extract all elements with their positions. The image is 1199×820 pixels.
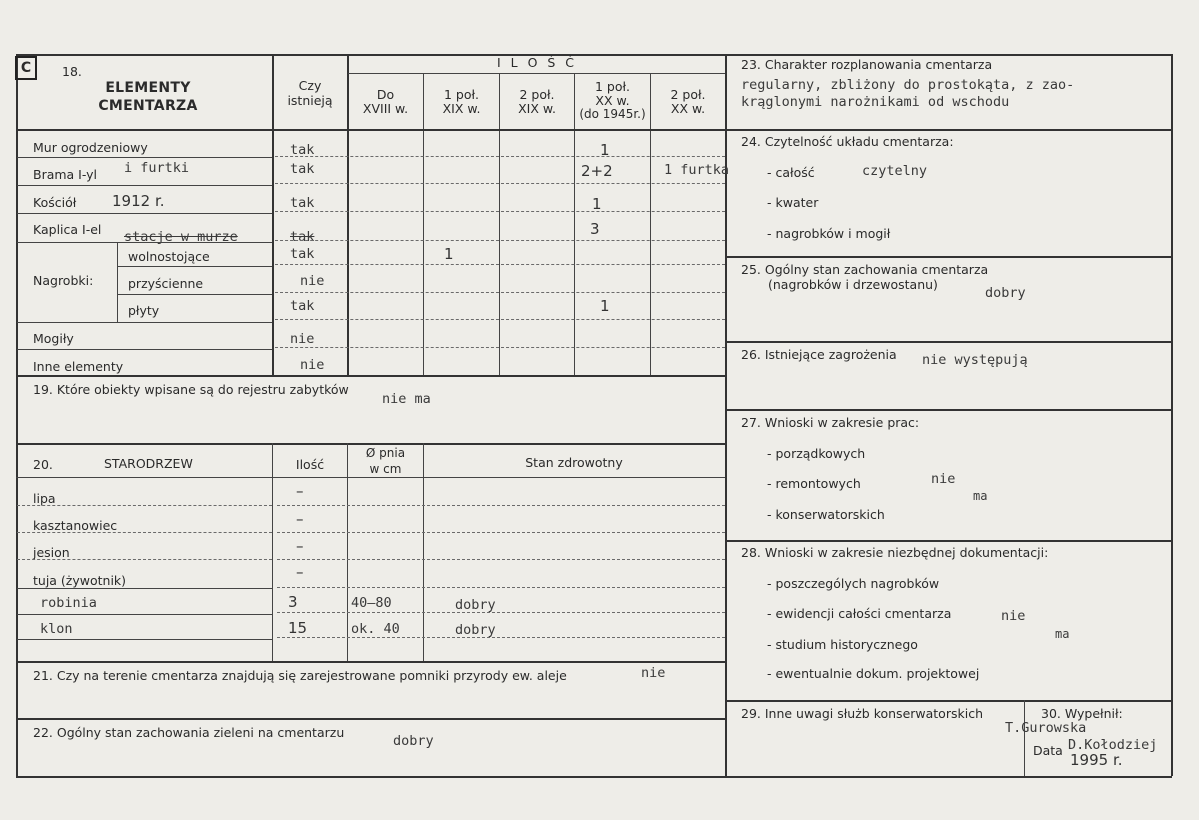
- tree-jesion: jesion: [33, 545, 70, 560]
- q28-item-4: - ewentualnie dokum. projektowej: [767, 666, 980, 681]
- tree-kasztanowiec-count: –: [296, 510, 304, 528]
- q30-label: 30. Wypełnił:: [1041, 706, 1123, 721]
- period-4-line2: XX w.: [595, 93, 630, 108]
- tree-klon-count: 15: [288, 619, 308, 637]
- tree-klon: klon: [40, 621, 73, 637]
- period-4-line3: (do 1945r.): [579, 107, 646, 121]
- q20-col-stan: Stan zdrowotny: [525, 455, 623, 470]
- tree-tuja-count: –: [296, 563, 304, 581]
- section-18-header-line: [16, 129, 725, 131]
- q20-number: 20.: [33, 457, 53, 472]
- tree-row3-dots-b: [277, 559, 725, 560]
- tree-row4-line: [17, 588, 272, 589]
- nagrobki-plyty-p4: 1: [600, 297, 610, 315]
- tree-row6-line: [17, 639, 272, 640]
- q23-answer-1: regularny, zbliżony do prostokąta, z zao-: [741, 77, 1075, 93]
- q30-name-1: T.Gurowska: [1005, 720, 1087, 736]
- frame-bottom: [16, 776, 1172, 778]
- nagrobki-wolnostojace-exists: tak: [290, 246, 315, 262]
- period-2-line2: XIX w.: [442, 101, 481, 116]
- q22-label: 22. Ogólny stan zachowania zieleni na cmentarzu: [33, 725, 345, 740]
- ilosc-underline: [348, 73, 725, 74]
- section-24-bottom: [725, 256, 1171, 258]
- exists-header-1: Czy: [298, 78, 322, 93]
- frame-right: [1171, 54, 1173, 776]
- q27-answer-1: nie: [931, 471, 956, 487]
- section-18-title-2: CMENTARZA: [98, 98, 198, 114]
- q20-header-line: [16, 477, 725, 478]
- mogily-label: Mogiły: [33, 331, 74, 346]
- tree-robinia-state: dobry: [455, 597, 496, 613]
- tree-robinia-count: 3: [288, 593, 298, 611]
- q21-label: 21. Czy na terenie cmentarza znajdują się zarejestrowane pomniki przyrody ew. aleje: [33, 668, 567, 683]
- tree-klon-diam: ok. 40: [351, 621, 400, 637]
- p1-line: [423, 74, 424, 376]
- q30-name-2: D.Kołodziej: [1068, 737, 1158, 753]
- nagrobki-row2-dots: [275, 292, 725, 293]
- section-letter: C: [15, 56, 37, 80]
- nagrobki-row1-line: [117, 266, 272, 267]
- section-18-title-1: ELEMENTY: [105, 80, 191, 96]
- q22-answer: dobry: [393, 733, 434, 749]
- period-1-line1: Do: [376, 87, 395, 102]
- q24-answer: czytelny: [862, 163, 928, 179]
- q28-label: 28. Wnioski w zakresie niezbędnej dokumentacji:: [741, 545, 1049, 560]
- inne-label: Inne elementy: [33, 359, 124, 374]
- row-kosciol-dots: [275, 211, 725, 212]
- p4-line: [650, 74, 651, 376]
- tree-row3-dots-a: [17, 559, 272, 560]
- row-mur-label: Mur ogrodzeniowy: [33, 140, 148, 155]
- period-1-line2: XVIII w.: [362, 101, 409, 116]
- q30-data-label: Data: [1033, 743, 1063, 758]
- tree-row1-dots-a: [17, 505, 272, 506]
- q28-item-1: - poszczególych nagrobków: [767, 576, 940, 591]
- row-kaplica-exists: tak: [290, 229, 315, 245]
- q24-item-3: - nagrobków i mogił: [767, 226, 891, 241]
- q26-label: 26. Istniejące zagrożenia: [741, 347, 897, 362]
- tree-row5-line: [17, 614, 272, 615]
- tree-row4-dots: [277, 587, 725, 588]
- q27-item-2: - remontowych: [767, 476, 861, 491]
- row-brama-p4: 2+2: [581, 162, 613, 180]
- row-brama-exists: tak: [290, 161, 315, 177]
- nagrobki-row1-dots: [275, 264, 725, 265]
- mogily-dots: [275, 347, 725, 348]
- row-brama-dots: [275, 183, 725, 184]
- period-3-line1: 2 poł.: [519, 87, 555, 102]
- q27-item-3: - konserwatorskich: [767, 507, 885, 522]
- section-19-bottom: [16, 443, 725, 445]
- q28-item-2: - ewidencji całości cmentarza: [767, 606, 952, 621]
- section-18-bottom: [16, 375, 725, 377]
- row-kosciol-exists: tak: [290, 195, 315, 211]
- nagrobki-wolnostojace-p2: 1: [444, 245, 454, 263]
- tree-robinia-diam: 40–80: [351, 595, 392, 611]
- tree-lipa: lipa: [33, 491, 56, 506]
- q28-answer-1: nie: [1001, 608, 1026, 624]
- row-brama-extra: i furtki: [124, 160, 190, 176]
- period-5-line1: 2 poł.: [670, 87, 706, 102]
- q21-answer: nie: [641, 665, 666, 681]
- q30-divider: [1024, 700, 1025, 776]
- nagrobki-label: Nagrobki:: [33, 273, 94, 288]
- nagrobki-row2-line: [117, 294, 272, 295]
- row-kosciol-label: Kościół: [33, 195, 77, 210]
- exists-header-2: istnieją: [287, 93, 333, 108]
- nagrobki-row3-dots: [275, 319, 725, 320]
- tree-row2-dots-a: [17, 532, 272, 533]
- q25-label-1: 25. Ogólny stan zachowania cmentarza: [741, 262, 989, 277]
- q20-col-ilosc: Ilość: [295, 457, 325, 472]
- row-kaplica-line: [17, 242, 272, 243]
- q25-answer: dobry: [985, 285, 1026, 301]
- section-18-number: 18.: [62, 64, 82, 79]
- q20-col2-line: [347, 443, 348, 661]
- q27-label: 27. Wnioski w zakresie prac:: [741, 415, 920, 430]
- q20-col-pnia-2: w cm: [369, 462, 402, 476]
- row-mur-dots: [275, 156, 725, 157]
- row-kosciol-extra: 1912 r.: [112, 192, 165, 210]
- q28-item-3: - studium historycznego: [767, 637, 918, 652]
- q20-title: STARODRZEW: [104, 456, 193, 471]
- q23-label: 23. Charakter rozplanowania cmentarza: [741, 57, 993, 72]
- section-23-bottom: [725, 129, 1171, 131]
- nagrobki-przyscienne-label: przyścienne: [128, 276, 204, 291]
- period-3-line2: XIX w.: [518, 101, 556, 116]
- row-mur-exists: tak: [290, 142, 315, 158]
- q24-item-1: - całość: [767, 165, 815, 180]
- section-20-bottom: [16, 661, 725, 663]
- q23-answer-2: krąglonymi narożnikami od wschodu: [741, 94, 1010, 110]
- row-kaplica-dots: [275, 240, 725, 241]
- q25-label-2: (nagrobków i drzewostanu): [768, 277, 938, 292]
- nagrobki-row3-line: [17, 322, 272, 323]
- q28-answer-2: ma: [1055, 627, 1070, 641]
- row-mur-p4: 1: [600, 141, 610, 159]
- tree-lipa-count: –: [296, 482, 304, 500]
- section-28-bottom: [725, 700, 1171, 702]
- q19-label: 19. Które obiekty wpisane są do rejestru zabytków: [33, 382, 349, 397]
- ilosc-header: I L O Ś Ć: [496, 55, 578, 70]
- q26-answer: nie występują: [922, 352, 1028, 368]
- q27-item-1: - porządkowych: [767, 446, 866, 461]
- tree-row6-dots: [277, 637, 725, 638]
- row-brama-line: [17, 185, 272, 186]
- tree-jesion-count: –: [296, 537, 304, 555]
- nagrobki-plyty-exists: tak: [290, 298, 315, 314]
- p2-line: [499, 74, 500, 376]
- frame-left: [16, 54, 18, 776]
- row-kaplica-extra: stacje w murze: [124, 229, 238, 245]
- section-27-bottom: [725, 540, 1171, 542]
- nagrobki-divider: [117, 242, 118, 322]
- tree-robinia: robinia: [40, 595, 97, 611]
- row-brama-p5: 1 furtka: [664, 162, 730, 178]
- section-26-bottom: [725, 409, 1171, 411]
- row-kaplica-label: Kaplica I-el: [33, 222, 102, 237]
- inne-exists: nie: [300, 357, 325, 373]
- section-25-bottom: [725, 341, 1171, 343]
- q24-label: 24. Czytelność układu cmentarza:: [741, 134, 954, 149]
- nagrobki-przyscienne-exists: nie: [300, 273, 325, 289]
- nagrobki-plyty-label: płyty: [128, 303, 160, 318]
- q19-answer: nie ma: [382, 391, 431, 407]
- row-kaplica-p4: 3: [590, 220, 600, 238]
- nagrobki-wolnostojace-label: wolnostojące: [128, 249, 210, 264]
- q29-label: 29. Inne uwagi służb konserwatorskich: [741, 706, 983, 721]
- period-5-line2: XX w.: [670, 101, 706, 116]
- q20-col-pnia-1: Ø pnia: [365, 446, 406, 460]
- tree-row2-dots-b: [277, 532, 725, 533]
- tree-kasztanowiec: kasztanowiec: [33, 518, 118, 533]
- q20-col1-line: [272, 443, 273, 661]
- q20-col3-line: [423, 443, 424, 661]
- tree-row5-dots: [277, 612, 725, 613]
- tree-tuja: tuja (żywotnik): [33, 573, 127, 588]
- q27-answer-2: ma: [973, 489, 988, 503]
- section-21-bottom: [16, 718, 725, 720]
- period-4-line1: 1 poł.: [594, 79, 631, 94]
- mogily-exists: nie: [290, 331, 315, 347]
- row-brama-label: Brama I-yl: [33, 167, 98, 182]
- period-2-line1: 1 poł.: [443, 87, 480, 102]
- row-kosciol-line: [17, 213, 272, 214]
- mogily-line: [17, 349, 272, 350]
- row-kosciol-p4: 1: [592, 195, 602, 213]
- q30-year: 1995 r.: [1070, 751, 1123, 769]
- q24-item-2: - kwater: [767, 195, 819, 210]
- tree-row1-dots-b: [277, 505, 725, 506]
- tree-klon-state: dobry: [455, 622, 496, 638]
- row-mur-line: [17, 157, 272, 158]
